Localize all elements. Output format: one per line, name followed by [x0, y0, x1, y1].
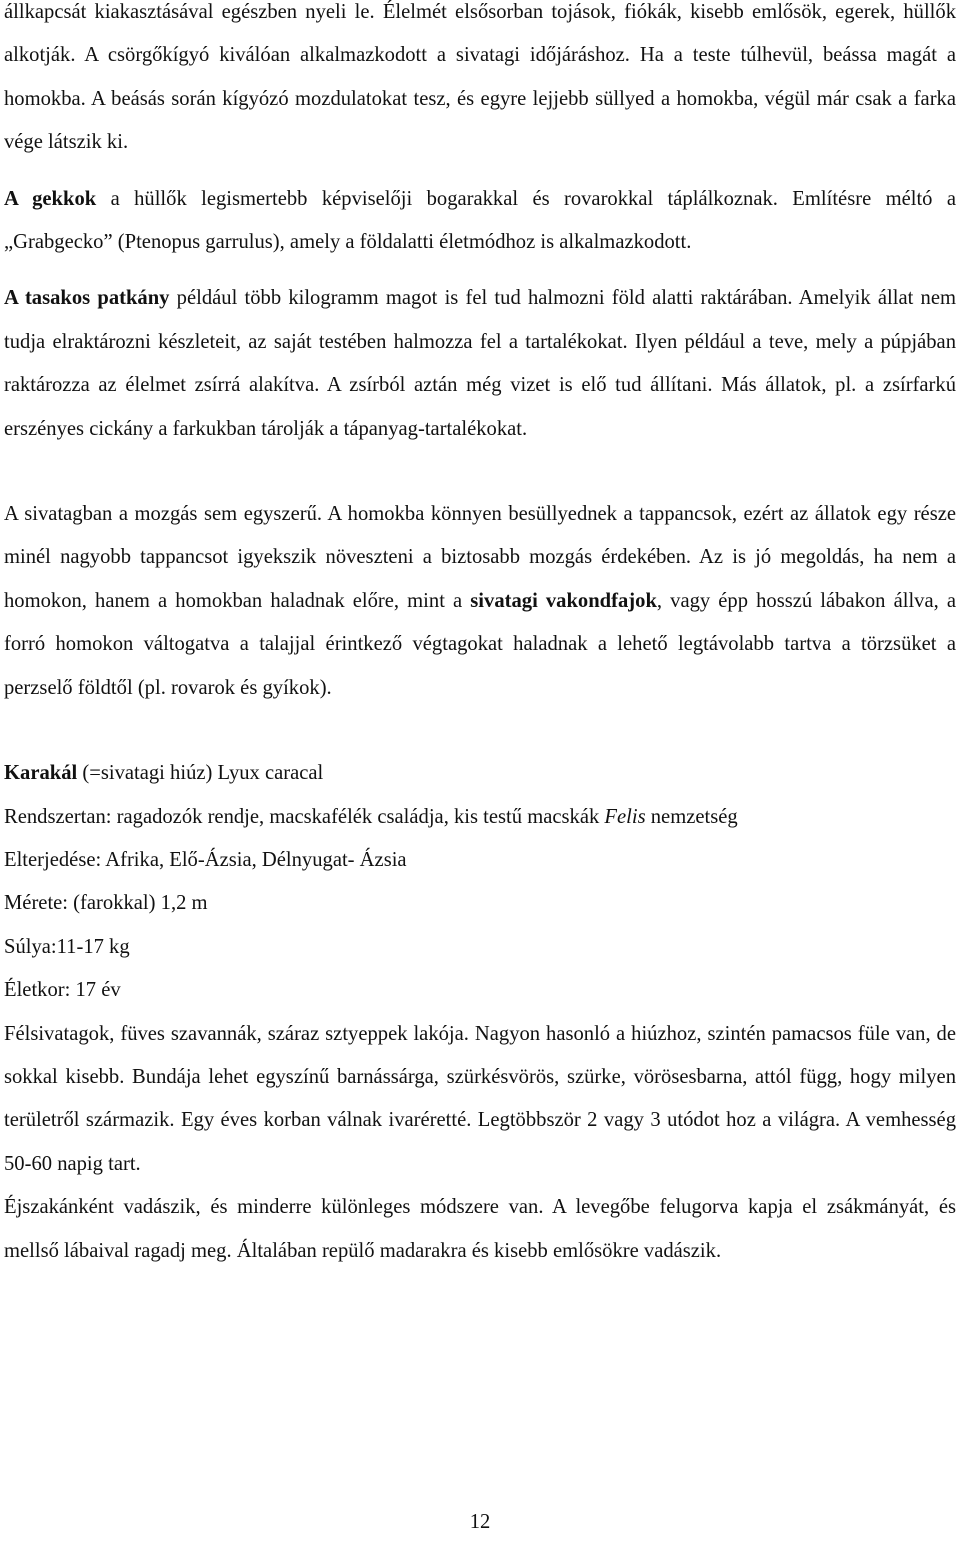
genus-felis: Felis: [604, 805, 646, 828]
caracal-weight: Súlya:11-17 kg: [4, 935, 130, 958]
caracal-description: Félsivatagok, füves szavannák, száraz sztyeppek lakója. Nagyon hasonló a hiúzhoz, szintén pamacsos füle van, de sokkal kisebb. Bundája lehet egyszínű barnássárga, szürkésvörös, szürke, vörösesbarna, attól függ, hogy milyen területről származik. Egy éves korban válnak ivaréretté. Legtöbbször 2 vagy 3 utódot hoz a világra. A vemhesség 50-60 napig tart.: [4, 1022, 956, 1175]
paragraph-rattlesnake: [4, 0, 956, 165]
caracal-size: Mérete: (farokkal) 1,2 m: [4, 892, 208, 915]
caracal-hunting: Éjszakánként vadászik, és minderre különleges módszere van. A levegőbe felugorva kapja el zsákmányát, és mellső lábaival ragadj meg. Általában repülő madarakra és kisebb emlősökre vadászik.: [4, 1196, 956, 1262]
paragraph-text: például több kilogramm magot is fel tud halmozni föld alatti raktárában. Amelyik állat nem tudja elraktározni készleteit, az saját testében halmozza fel a tartalékokat. Ilyen például a teve, mely a púpjában raktározza az élelmet zsírrá alakítva. A zsírból aztán még vizet is elő tud állítani. Más állatok, pl. a zsírfarkú erszényes cickány a farkukban tárolják a tápanyag-tartalékokat.: [4, 287, 957, 440]
caracal-heading: [4, 752, 956, 795]
caracal-taxonomy: [4, 796, 956, 839]
term-geckos: A gekkok: [4, 187, 97, 210]
caracal-range: Elterjedése: Afrika, Elő-Ázsia, Délnyugat- Ázsia: [4, 848, 407, 871]
page-number: 12: [469, 1511, 491, 1533]
caracal-heading-rest: (=sivatagi hiúz) Lyux caracal: [77, 762, 324, 785]
term-caracal: Karakál: [4, 762, 78, 785]
paragraph-pocket-rat: [4, 277, 956, 451]
taxonomy-text: Rendszertan: ragadozók rendje, macskafélék családja, kis testű macskák: [4, 805, 605, 828]
caracal-section: [4, 752, 956, 1273]
paragraph-text: a hüllők legismertebb képviselőji bogarakkal és rovarokkal táplálkoznak. Említésre méltó a „Grabgecko” (Ptenopus garrulus), amely a földalatti életmódhoz is alkalmazkodott.: [4, 187, 956, 254]
term-pocket-rat: A tasakos patkány: [4, 287, 170, 310]
term-desert-moles: sivatagi vakondfajok: [470, 589, 657, 612]
paragraph-geckos: [4, 178, 956, 265]
caracal-lifespan: Életkor: 17 év: [4, 979, 121, 1002]
paragraph-text: , vagy épp hosszú lábakon állva, a forró homokon váltogatva a talajjal érintkező végtagokat haladnak a lehető legtávolabb tartva a törzsüket a perzselő földtől (pl. rovarok és gyíkok).: [4, 589, 956, 699]
taxonomy-text: nemzetség: [645, 805, 738, 828]
paragraph-text: A sivatagban a mozgás sem egyszerű. A homokba könnyen besüllyednek a tappancsok, ezért az állatok egy része minél nagyobb tappancsot igyekszik növeszteni a biztosabb mozgás érdekében. Az is jó megoldás, ha nem a homokon, hanem a homokban haladnak előre, mint a: [4, 503, 956, 612]
paragraph-movement: [4, 493, 956, 710]
paragraph-text: állkapcsát kiakasztásával egészben nyeli le. Élelmét elsősorban tojások, fiókák, kisebb emlősök, egerek, hüllők alkotják. A csörgőkígyó kiválóan alkalmazkodott a sivatagi időjáráshoz. Ha a teste túlhevül, beássa magát a homokba. A beásás során kígyózó mozdulatokat tesz, és egyre lejjebb süllyed a homokba, végül már csak a farka vége látszik ki.: [4, 1, 956, 154]
